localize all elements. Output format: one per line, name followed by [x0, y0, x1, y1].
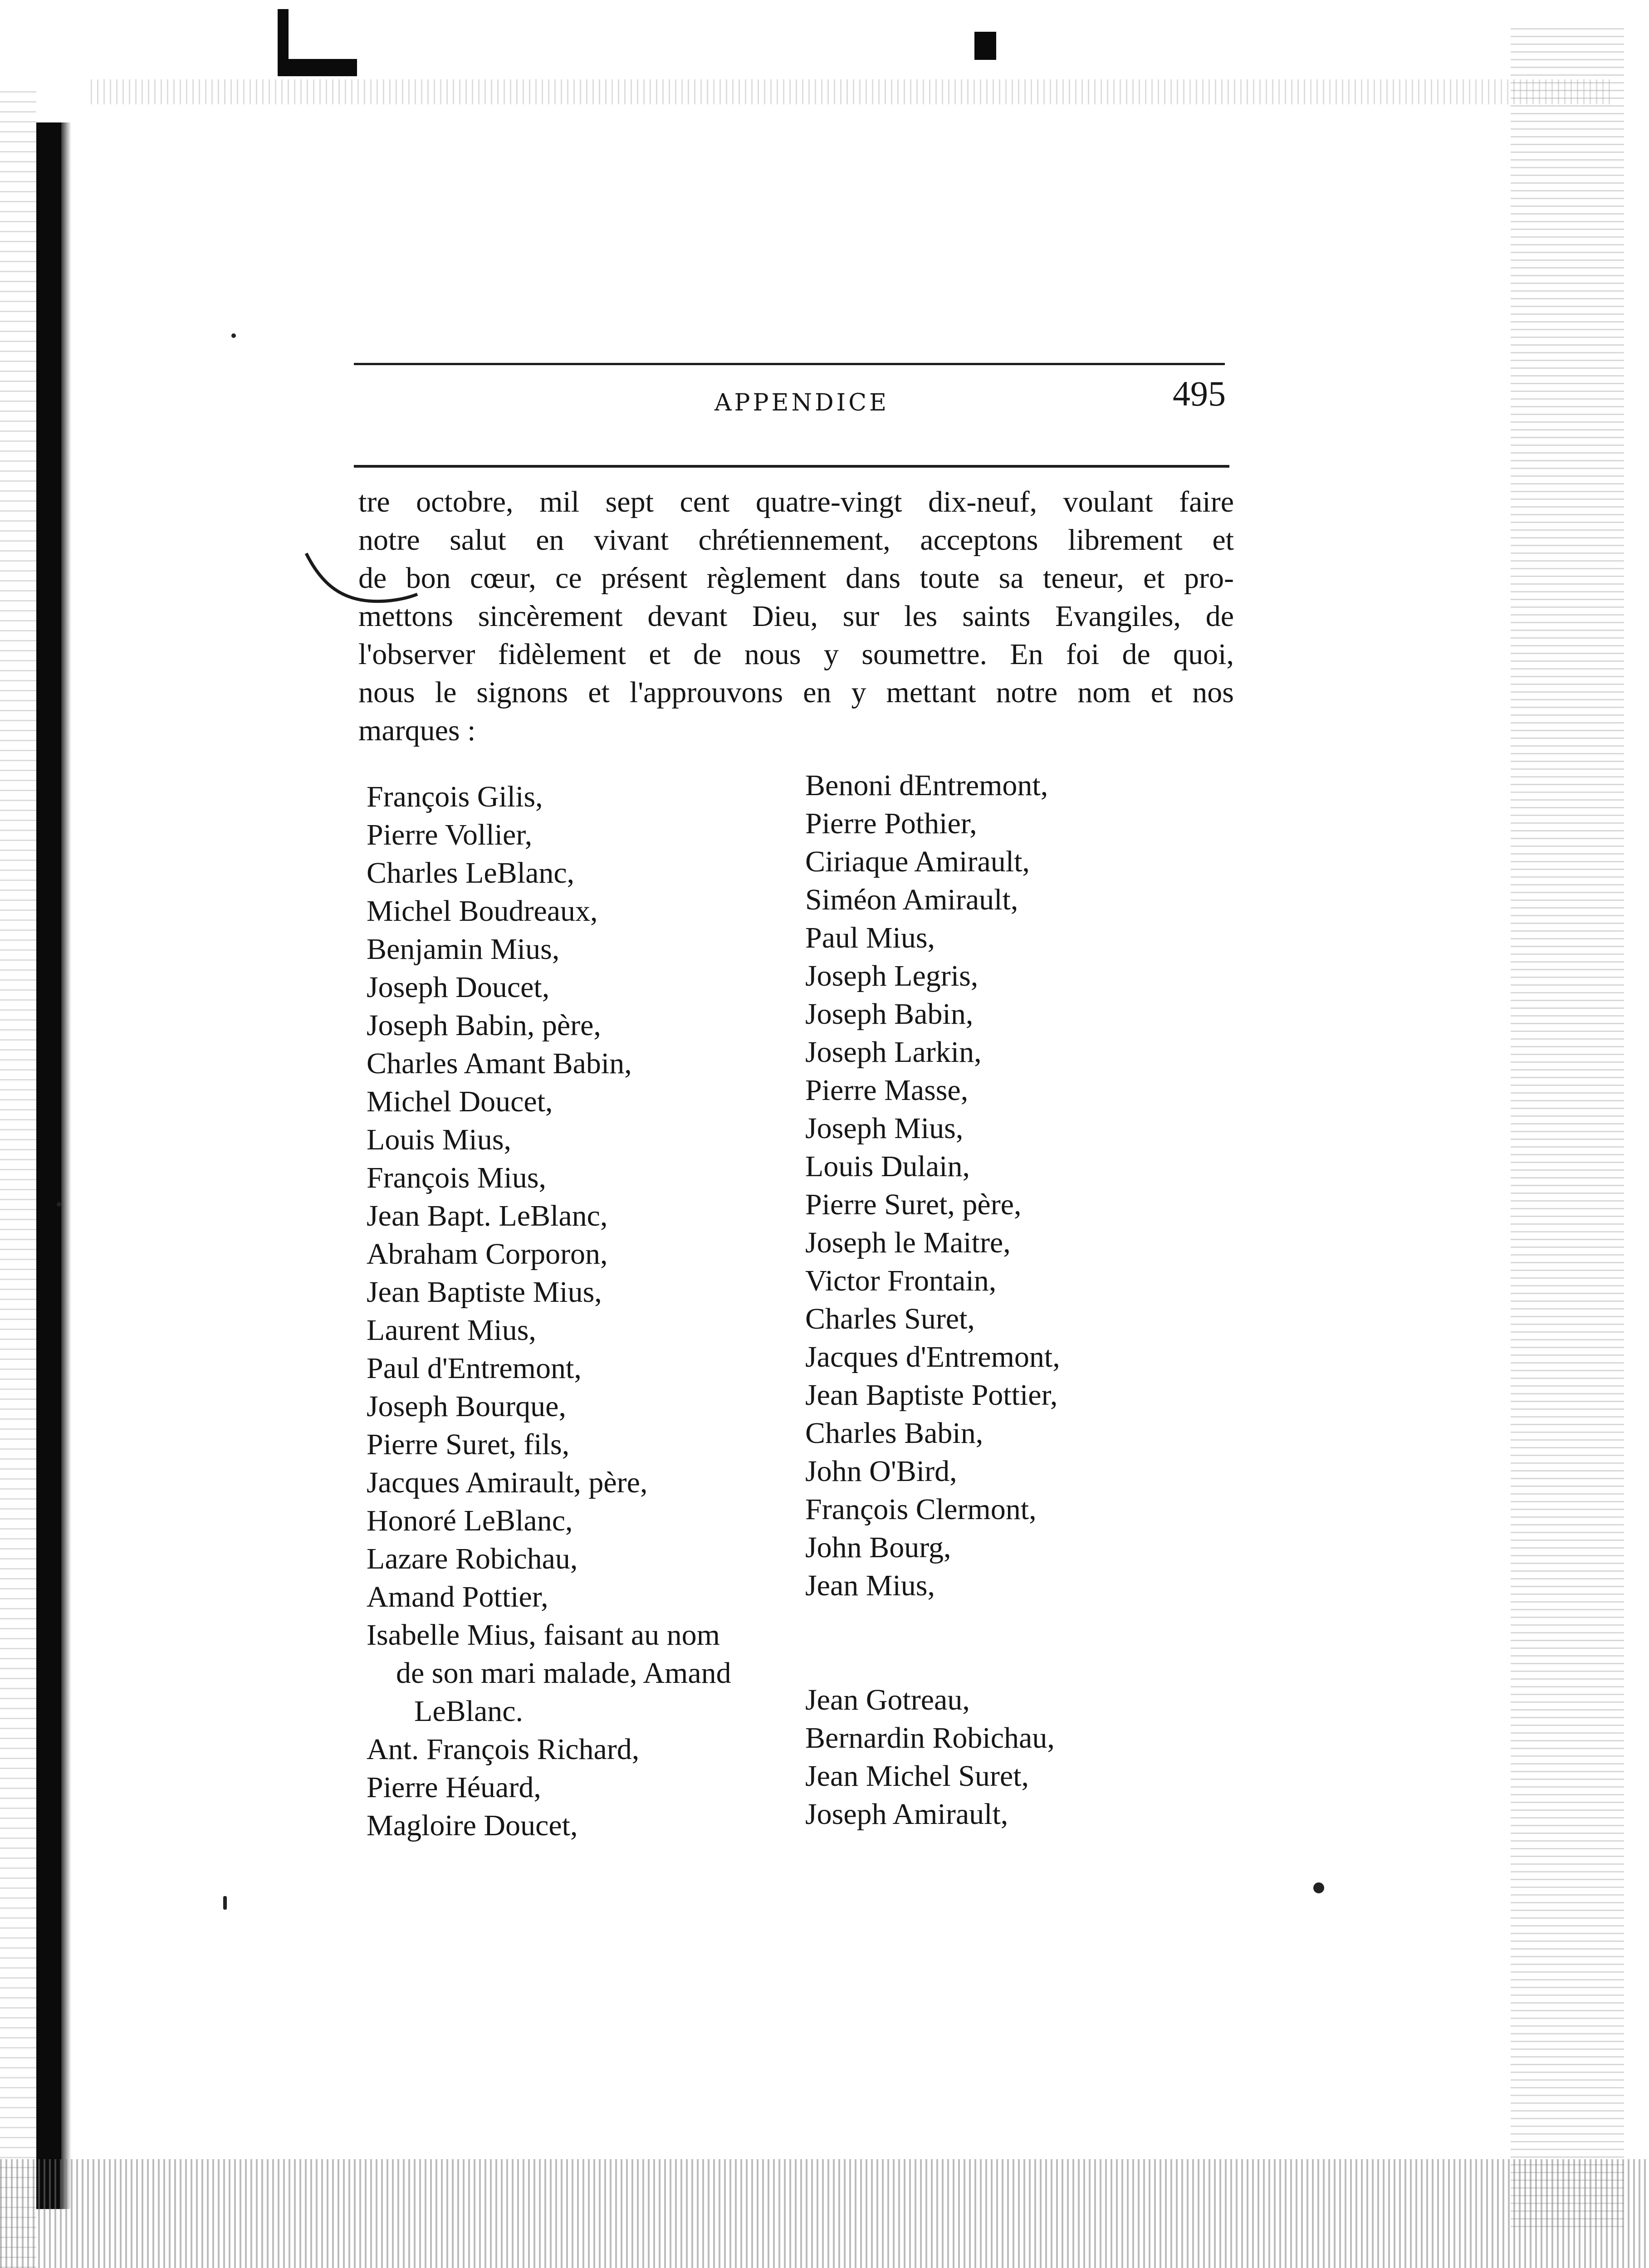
signatory-name: Honoré LeBlanc, — [367, 1504, 573, 1537]
signatory-name: Paul d'Entremont, — [367, 1352, 582, 1385]
paragraph-line: nous le signons et l'approuvons en y mettant notre nom et nos — [358, 676, 1234, 709]
signatory-name: Bernardin Robichau, — [805, 1721, 1055, 1755]
signatory-name: Louis Mius, — [367, 1123, 512, 1156]
signatory-name: Pierre Masse, — [805, 1074, 969, 1107]
dust-speck — [223, 1896, 227, 1910]
paragraph-line: mettons sincèrement devant Dieu, sur les saints Evangiles, de — [358, 600, 1234, 633]
scan-noise-top — [91, 79, 1610, 104]
signatory-name: Laurent Mius, — [367, 1314, 536, 1347]
signatory-name: Ant. François Richard, — [367, 1733, 640, 1766]
signatory-name: Michel Boudreaux, — [367, 894, 598, 928]
binding-shadow-edge — [61, 122, 71, 2209]
signatory-name: Lazare Robichau, — [367, 1542, 578, 1575]
signatory-name: Jean Gotreau, — [805, 1683, 970, 1716]
body-paragraph — [358, 483, 1234, 750]
dust-speck — [231, 333, 236, 338]
page-number: 495 — [1173, 374, 1226, 413]
signatory-name: Pierre Pothier, — [805, 807, 977, 840]
signatory-name: Joseph Amirault, — [805, 1798, 1008, 1831]
scan-noise-bottom — [0, 2159, 1649, 2268]
signatory-name: Joseph Babin, — [805, 997, 974, 1031]
signatory-name: Charles Babin, — [805, 1417, 984, 1450]
signatory-name: Joseph Bourque, — [367, 1390, 566, 1423]
scan-noise-left — [0, 91, 36, 2268]
signatory-name: Jean Mius, — [805, 1569, 935, 1602]
dust-speck — [57, 1202, 61, 1207]
signatories-right-column — [805, 767, 1214, 1833]
signatory-name: François Mius, — [367, 1161, 546, 1194]
signatory-name: Joseph Larkin, — [805, 1036, 982, 1069]
paragraph-line: l'observer fidèlement et de nous y soumettre. En foi de quoi, — [358, 638, 1234, 671]
signatory-name: Charles Amant Babin, — [367, 1047, 632, 1080]
paragraph-line: marques : — [358, 714, 476, 747]
signatory-name: Jacques Amirault, père, — [367, 1466, 648, 1499]
signatory-name: Magloire Doucet, — [367, 1809, 578, 1842]
header-rule-top — [354, 363, 1225, 365]
signatory-name: John O'Bird, — [805, 1455, 957, 1488]
signatory-name: Joseph Babin, père, — [367, 1009, 601, 1042]
signatory-name: François Clermont, — [805, 1493, 1037, 1526]
binding-shadow — [36, 122, 61, 2209]
signatory-name: Joseph Doucet, — [367, 971, 550, 1004]
signatory-name: Jean Bapt. LeBlanc, — [367, 1199, 608, 1232]
signatory-name: Michel Doucet, — [367, 1085, 553, 1118]
signatory-name: Pierre Suret, fils, — [367, 1428, 570, 1461]
signatory-name-continuation: LeBlanc. — [414, 1695, 524, 1728]
signatory-name: Pierre Héuard, — [367, 1771, 541, 1804]
signatory-name: Charles LeBlanc, — [367, 856, 575, 890]
paragraph-line: notre salut en vivant chrétiennement, acceptons librement et — [358, 523, 1234, 557]
signatory-name: John Bourg, — [805, 1531, 951, 1564]
header-rule-bottom — [354, 465, 1229, 468]
signatory-name: Jean Baptiste Pottier, — [805, 1378, 1058, 1412]
scan-noise-right — [1511, 27, 1624, 2227]
signatory-name: Joseph le Maitre, — [805, 1226, 1011, 1259]
signatory-name: Benoni dEntremont, — [805, 769, 1048, 802]
signatory-name: Ciriaque Amirault, — [805, 845, 1030, 878]
signatory-name: Pierre Vollier, — [367, 818, 533, 851]
signatory-name: Jean Michel Suret, — [805, 1760, 1029, 1793]
signatory-name: François Gilis, — [367, 780, 543, 813]
paragraph-line: de bon cœur, ce présent règlement dans toute sa teneur, et pro- — [358, 562, 1234, 595]
signatory-name: Jacques d'Entremont, — [805, 1340, 1060, 1374]
signatory-name-continuation: de son mari malade, Amand — [396, 1657, 731, 1690]
signatory-name: Jean Baptiste Mius, — [367, 1276, 602, 1309]
signatory-name: Joseph Mius, — [805, 1112, 964, 1145]
signatories-left-column — [367, 778, 820, 1845]
paragraph-line: tre octobre, mil sept cent quatre-vingt dix-neuf, voulant faire — [358, 485, 1234, 518]
signatory-name: Amand Pottier, — [367, 1580, 548, 1613]
running-title: APPENDICE — [714, 389, 889, 416]
signatory-name: Louis Dulain, — [805, 1150, 970, 1183]
signatory-name: Victor Frontain, — [805, 1264, 997, 1297]
signatory-name: Isabelle Mius, faisant au nom — [367, 1618, 720, 1652]
dust-speck — [1313, 1882, 1324, 1893]
signatory-name: Joseph Legris, — [805, 959, 979, 992]
ink-blot — [974, 32, 996, 60]
corner-crop-mark-foot — [278, 59, 357, 76]
signatory-name: Siméon Amirault, — [805, 883, 1018, 916]
signatory-name: Benjamin Mius, — [367, 933, 560, 966]
signatory-name: Abraham Corporon, — [367, 1237, 608, 1271]
signatory-name: Pierre Suret, père, — [805, 1188, 1022, 1221]
signatory-name: Paul Mius, — [805, 921, 935, 954]
column-gap — [805, 1605, 1214, 1681]
signatory-name: Charles Suret, — [805, 1302, 975, 1335]
